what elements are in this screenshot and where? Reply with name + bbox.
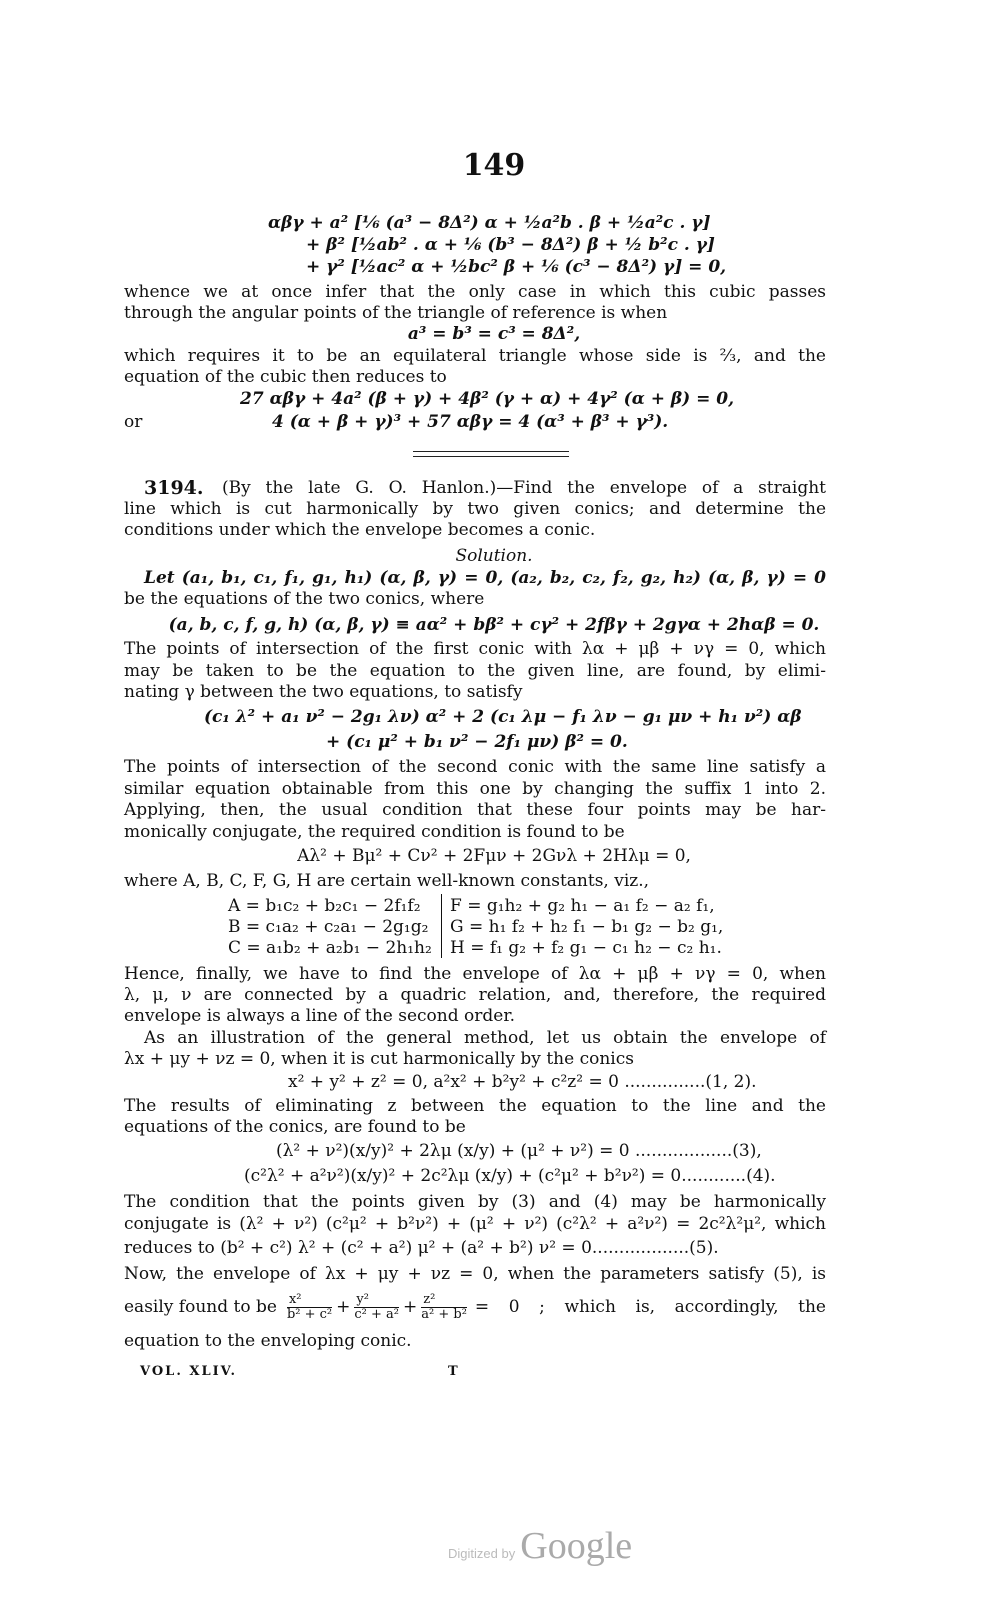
final-suffix: = 0 ; which is, accordingly, the bbox=[474, 1297, 826, 1317]
text-line: λx + μy + νz = 0, when it is cut harmonically by the conics bbox=[124, 1049, 634, 1069]
text-line: The results of eliminating z between the equation to the line and the bbox=[124, 1096, 826, 1116]
problem-line: line which is cut harmonically by two given conics; and determine the bbox=[124, 499, 826, 519]
text-line: similar equation obtainable from this one by changing the suffix 1 into 2. bbox=[124, 779, 826, 799]
formula-line: + β² [½ab² . α + ⅙ (b³ − 8Δ²) β + ½ b²c . γ] bbox=[306, 235, 715, 255]
formula-line: αβγ + a² [⅙ (a³ − 8Δ²) α + ½a²b . β + ½a²c . γ] bbox=[268, 213, 711, 233]
text-line: equations of the conics, are found to be bbox=[124, 1117, 466, 1137]
google-logo: Google bbox=[520, 1525, 633, 1567]
text-line: The condition that the points given by (3) and (4) may be harmonically bbox=[124, 1192, 826, 1212]
equation: 4 (α + β + γ)³ + 57 αβγ = 4 (α³ + β³ + γ³). bbox=[272, 412, 669, 432]
text-line: envelope is always a line of the second order. bbox=[124, 1006, 515, 1026]
text-line: λ, μ, ν are connected by a quadric relation, and, therefore, the required bbox=[124, 985, 826, 1005]
final-prefix: easily found to be bbox=[124, 1297, 277, 1317]
text-line: may be taken to be the equation to the given line, are found, by elimi- bbox=[124, 661, 826, 681]
equation: x² + y² + z² = 0, a²x² + b²y² + c²z² = 0 ...............(1, 2). bbox=[288, 1072, 757, 1092]
fraction: x² b² + c² bbox=[286, 1291, 333, 1322]
equation: (c₁ λ² + a₁ ν² − 2g₁ λν) α² + 2 (c₁ λμ − f₁ λν − g₁ μν + h₁ ν²) αβ bbox=[204, 707, 802, 727]
equation: 27 αβγ + 4a² (β + γ) + 4β² (γ + α) + 4γ² (α + β) = 0, bbox=[240, 389, 735, 409]
text-line: equation of the cubic then reduces to bbox=[124, 367, 447, 387]
divider bbox=[413, 456, 569, 457]
text-line: Let (a₁, b₁, c₁, f₁, g₁, h₁) (α, β, γ) = 0, (a₂, b₂, c₂, f₂, g₂, h₂) (α, β, γ) = 0 bbox=[144, 568, 826, 588]
text-line: equation to the enveloping conic. bbox=[124, 1331, 412, 1351]
formula-line: + γ² [½ac² α + ½bc² β + ⅙ (c³ − 8Δ²) γ] = 0, bbox=[306, 257, 727, 277]
equation: Aλ² + Bμ² + Cν² + 2Fμν + 2Gνλ + 2Hλμ = 0, bbox=[297, 846, 691, 866]
text-line: Applying, then, the usual condition that these four points may be har- bbox=[124, 800, 826, 820]
footer-volume: VOL. XLIV. bbox=[140, 1364, 238, 1379]
text-line: The points of intersection of the first conic with λα + μβ + νγ = 0, which bbox=[124, 639, 826, 659]
equation: (λ² + ν²)(x/y)² + 2λμ (x/y) + (μ² + ν²) = 0 ..................(3), bbox=[276, 1141, 762, 1161]
text-line: through the angular points of the triangle of reference is when bbox=[124, 303, 668, 323]
solution-heading: Solution. bbox=[455, 546, 533, 566]
text-line: Now, the envelope of λx + μy + νz = 0, when the parameters satisfy (5), is bbox=[124, 1264, 826, 1284]
text-line: The points of intersection of the second conic with the same line satisfy a bbox=[124, 757, 826, 777]
divider bbox=[413, 451, 569, 452]
problem-number: 3194. bbox=[144, 477, 204, 499]
or-label: or bbox=[124, 412, 143, 432]
equation: (c²λ² + a²ν²)(x/y)² + 2c²λμ (x/y) + (c²μ² + b²ν²) = 0............(4). bbox=[244, 1166, 776, 1186]
constant-def: C = a₁b₂ + a₂b₁ − 2h₁h₂ bbox=[228, 938, 432, 958]
equation: a³ = b³ = c³ = 8Δ², bbox=[407, 324, 581, 344]
watermark-text: Digitized by bbox=[448, 1546, 516, 1561]
text-line: which requires it to be an equilateral triangle whose side is ⅔, and the bbox=[124, 346, 826, 366]
constant-def: A = b₁c₂ + b₂c₁ − 2f₁f₂ bbox=[228, 896, 421, 916]
text-line: where A, B, C, F, G, H are certain well-known constants, viz., bbox=[124, 871, 650, 891]
google-watermark bbox=[448, 1524, 632, 1568]
final-equation-line: easily found to be x² b² + c² + $\frac{\text{y²}}{\text{c² + a²}}$ + $\frac{\text{z²}}{\text{a² + b²}}$ = 0 ; which is, accordingly, the bbox=[124, 1290, 826, 1324]
text-line: monically conjugate, the required condition is found to be bbox=[124, 822, 625, 842]
fraction: $\frac{\text{z²}}{\text{a² + b²}}$ bbox=[421, 1291, 467, 1322]
text-line: be the equations of the two conics, where bbox=[124, 589, 485, 609]
constant-def: H = f₁ g₂ + f₂ g₁ − c₁ h₂ − c₂ h₁. bbox=[450, 938, 722, 958]
text-line: nating γ between the two equations, to satisfy bbox=[124, 682, 523, 702]
fraction: $\frac{\text{y²}}{\text{c² + a²}}$ bbox=[354, 1291, 399, 1322]
text-line: reduces to (b² + c²) λ² + (c² + a²) μ² + (a² + b²) ν² = 0..................(5). bbox=[124, 1238, 719, 1258]
equation: (a, b, c, f, g, h) (α, β, γ) ≡ aα² + bβ² + cγ² + 2fβγ + 2gγα + 2hαβ = 0. bbox=[168, 615, 820, 635]
text-line: whence we at once infer that the only case in which this cubic passes bbox=[124, 282, 826, 302]
problem-line: conditions under which the envelope becomes a conic. bbox=[124, 520, 596, 540]
column-divider bbox=[441, 894, 442, 958]
text-line: As an illustration of the general method, let us obtain the envelope of bbox=[144, 1028, 826, 1048]
constant-def: G = h₁ f₂ + h₂ f₁ − b₁ g₂ − b₂ g₁, bbox=[450, 917, 724, 937]
footer-signature: T bbox=[448, 1364, 460, 1379]
equation: + (c₁ μ² + b₁ ν² − 2f₁ μν) β² = 0. bbox=[326, 732, 628, 752]
text-line: Hence, finally, we have to find the envelope of λα + μβ + νγ = 0, when bbox=[124, 964, 826, 984]
constant-def: F = g₁h₂ + g₂ h₁ − a₁ f₂ − a₂ f₁, bbox=[450, 896, 715, 916]
page-number: 149 bbox=[462, 148, 526, 183]
constant-def: B = c₁a₂ + c₂a₁ − 2g₁g₂ bbox=[228, 917, 429, 937]
text-line: conjugate is (λ² + ν²) (c²μ² + b²ν²) + (μ² + ν²) (c²λ² + a²ν²) = 2c²λ²μ², which bbox=[124, 1214, 826, 1234]
problem-line: (By the late G. O. Hanlon.)—Find the envelope of a straight bbox=[222, 478, 826, 498]
